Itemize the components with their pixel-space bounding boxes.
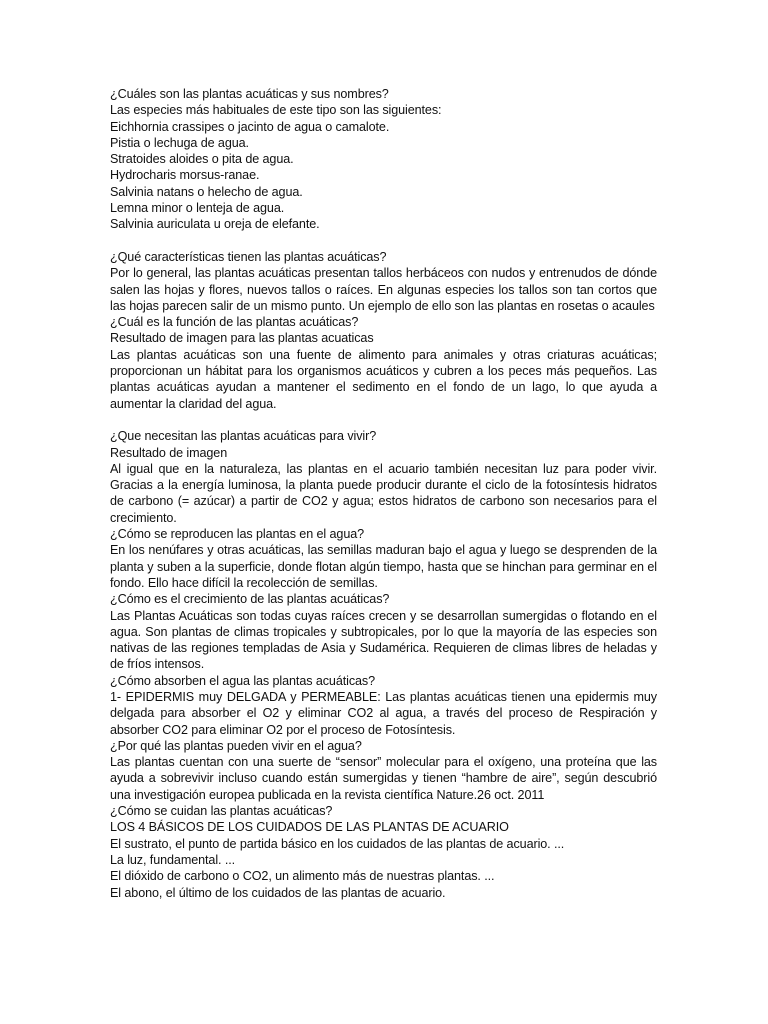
question-growth: ¿Cómo es el crecimiento de las plantas acuáticas?: [110, 592, 390, 607]
species-item: Salvinia auriculata u oreja de elefante.: [110, 217, 320, 232]
species-item: Hydrocharis morsus-ranae.: [110, 168, 260, 183]
blank-line: [110, 233, 657, 249]
answer-reproduction: En los nenúfares y otras acuáticas, las semillas maduran bajo el agua y luego se desprenden de la planta y suben a la superficie, donde flotan algún tiempo, hasta que se hinchan para germinar en el fondo. Ello hace difícil la recolección de semillas.: [110, 543, 657, 590]
question-plant-names: ¿Cuáles son las plantas acuáticas y sus nombres?: [110, 87, 389, 101]
answer-function: Las plantas acuáticas son una fuente de alimento para animales y otras criaturas acuáticas; proporcionan un hábitat para los organismos acuáticos y cubren a los peces más pequeños. Las plantas acuáticas ayudan a mantener el sedimento en el fondo de un lago, lo que ayuda a aumentar la claridad del agua.: [110, 347, 657, 411]
care-item: La luz, fundamental. ...: [110, 852, 236, 867]
question-absorption: ¿Cómo absorben el agua las plantas acuáticas?: [110, 673, 376, 688]
question-care: ¿Cómo se cuidan las plantas acuáticas?: [110, 804, 333, 819]
image-result-label: Resultado de imagen: [110, 445, 228, 460]
care-item: El dióxido de carbono o CO2, un alimento más de nuestras plantas. ...: [110, 869, 495, 884]
question-live-in-water: ¿Por qué las plantas pueden vivir en el agua?: [110, 738, 362, 753]
answer-growth: Las Plantas Acuáticas son todas cuyas raíces crecen y se desarrollan sumergidas o flotando en el agua. Son plantas de climas tropicales y subtropicales, por lo que la mayoría de las especies son nativas de las regiones templadas de Asia y Sudamérica. Requieren de climas libres de heladas y de fríos intensos.: [110, 608, 657, 672]
species-intro: Las especies más habituales de este tipo son las siguientes:: [110, 103, 442, 118]
species-item: Eichhornia crassipes o jacinto de agua o camalote.: [110, 119, 390, 134]
species-item: Lemna minor o lenteja de agua.: [110, 201, 285, 216]
species-item: Pistia o lechuga de agua.: [110, 135, 249, 150]
question-reproduction: ¿Cómo se reproducen las plantas en el agua?: [110, 527, 365, 542]
answer-characteristics: Por lo general, las plantas acuáticas presentan tallos herbáceos con nudos y entrenudos de dónde salen las hojas y flores, nuevos tallos o raíces. En algunas especies los tallos son tan cortos que las hojas parecen salir de un mismo punto. Un ejemplo de ello son las plantas en rosetas o acaules: [110, 266, 657, 313]
question-characteristics: ¿Qué características tienen las plantas acuáticas?: [110, 249, 387, 264]
species-item: Stratoides aloides o pita de agua.: [110, 152, 294, 167]
care-item: El sustrato, el punto de partida básico en los cuidados de las plantas de acuario. ...: [110, 836, 565, 851]
blank-line: [110, 412, 657, 428]
document-body: [110, 86, 657, 901]
species-item: Salvinia natans o helecho de agua.: [110, 184, 303, 199]
answer-absorption: 1- EPIDERMIS muy DELGADA y PERMEABLE: Las plantas acuáticas tienen una epidermis muy delgada para absorber el O2 y eliminar CO2 al agua, a través del proceso de Respiración y absorber CO2 para eliminar O2 por el proceso de Fotosíntesis.: [110, 689, 657, 737]
answer-needs: Al igual que en la naturaleza, las plantas en el acuario también necesitan luz para poder vivir. Gracias a la energía luminosa, la planta puede producir durante el ciclo de la fotosíntesis hidratos de carbono (= azúcar) a partir de CO2 y agua; estos hidratos de carbono son necesarios para el crecimiento.: [110, 461, 657, 525]
image-result-label: Resultado de imagen para las plantas acuaticas: [110, 331, 374, 346]
care-title: LOS 4 BÁSICOS DE LOS CUIDADOS DE LAS PLANTAS DE ACUARIO: [110, 820, 509, 835]
question-needs: ¿Que necesitan las plantas acuáticas para vivir?: [110, 429, 377, 444]
care-item: El abono, el último de los cuidados de las plantas de acuario.: [110, 885, 446, 900]
question-function: ¿Cuál es la función de las plantas acuáticas?: [110, 315, 359, 330]
answer-live-in-water: Las plantas cuentan con una suerte de “sensor” molecular para el oxígeno, una proteína que las ayuda a sobrevivir incluso cuando están sumergidas y tienen “hambre de aire”, según descubrió una investigación europea publicada en la revista científica Nature.26 oct. 2011: [110, 755, 657, 802]
